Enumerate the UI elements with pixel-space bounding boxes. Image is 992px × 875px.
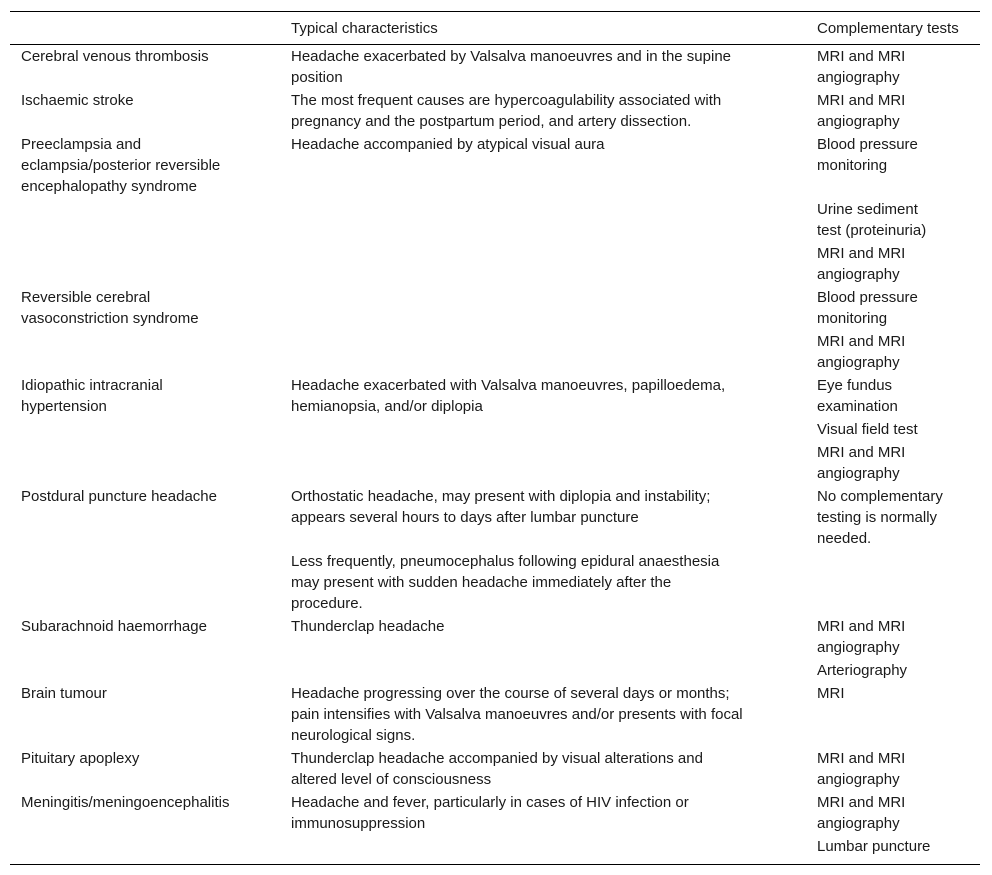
table-row-tests: Blood pressure monitoring [817,136,918,174]
table-row-characteristics: Thunderclap headache accompanied by visual alterations and altered level of consciousness [291,750,703,788]
table-row-characteristics: The most frequent causes are hypercoagulability associated with pregnancy and the postpartum period, and artery dissection. [291,92,722,130]
differential-diagnosis-table [10,11,980,865]
table-row-tests: Visual field test [817,421,918,438]
table-row-characteristics: Headache exacerbated by Valsalva manoeuvres and in the supine position [291,48,732,86]
table-row-tests: MRI and MRI angiography [817,444,906,482]
table-row-condition: Preeclampsia and eclampsia/posterior reversible encephalopathy syndrome [21,136,221,195]
table-row-tests: Blood pressure monitoring [817,289,918,327]
header-col-characteristics: Typical characteristics [291,20,438,37]
table-row-tests: MRI and MRI angiography [817,750,906,788]
header-divider [10,44,980,45]
table-row-tests: MRI and MRI angiography [817,92,906,130]
table-row-condition: Idiopathic intracranial hypertension [21,377,163,415]
table-row-tests: Urine sediment test (proteinuria) [817,201,927,239]
table-row-tests: MRI and MRI angiography [817,794,906,832]
header-col-tests: Complementary tests [817,20,959,37]
table-row-characteristics: Less frequently, pneumocephalus following epidural anaesthesia may present with sudden headache immediately after the procedure. [291,553,720,612]
table-row-condition: Pituitary apoplexy [21,750,140,767]
table-row-condition: Brain tumour [21,685,107,702]
table-row-condition: Postdural puncture headache [21,488,217,505]
table-row-condition: Meningitis/meningoencephalitis [21,794,230,811]
table-row-characteristics: Headache accompanied by atypical visual aura [291,136,605,153]
table-row-characteristics: Headache exacerbated with Valsalva manoeuvres, papilloedema, hemianopsia, and/or diplopia [291,377,726,415]
table-row-condition: Cerebral venous thrombosis [21,48,209,65]
table-row-characteristics: Headache and fever, particularly in cases of HIV infection or immunosuppression [291,794,689,832]
table-row-condition: Reversible cerebral vasoconstriction syndrome [21,289,199,327]
table-row-tests: Lumbar puncture [817,838,931,855]
table-row-tests: MRI and MRI angiography [817,48,906,86]
table-row-tests: MRI and MRI angiography [817,618,906,656]
table-row-tests: MRI and MRI angiography [817,333,906,371]
table-row-characteristics: Orthostatic headache, may present with diplopia and instability; appears several hours to days after lumbar puncture [291,488,711,526]
table-row-tests: MRI [817,685,845,702]
table-row-tests: Arteriography [817,662,908,679]
table-row-characteristics: Thunderclap headache [291,618,445,635]
table-row-tests: Eye fundus examination [817,377,898,415]
table-row-condition: Ischaemic stroke [21,92,134,109]
table-row-tests: No complementary testing is normally needed. [817,488,943,547]
table-row-tests: MRI and MRI angiography [817,245,906,283]
table-row-characteristics: Headache progressing over the course of several days or months; pain intensifies with Valsalva manoeuvres and/or presents with focal neurological signs. [291,685,743,744]
table-row-condition: Subarachnoid haemorrhage [21,618,207,635]
